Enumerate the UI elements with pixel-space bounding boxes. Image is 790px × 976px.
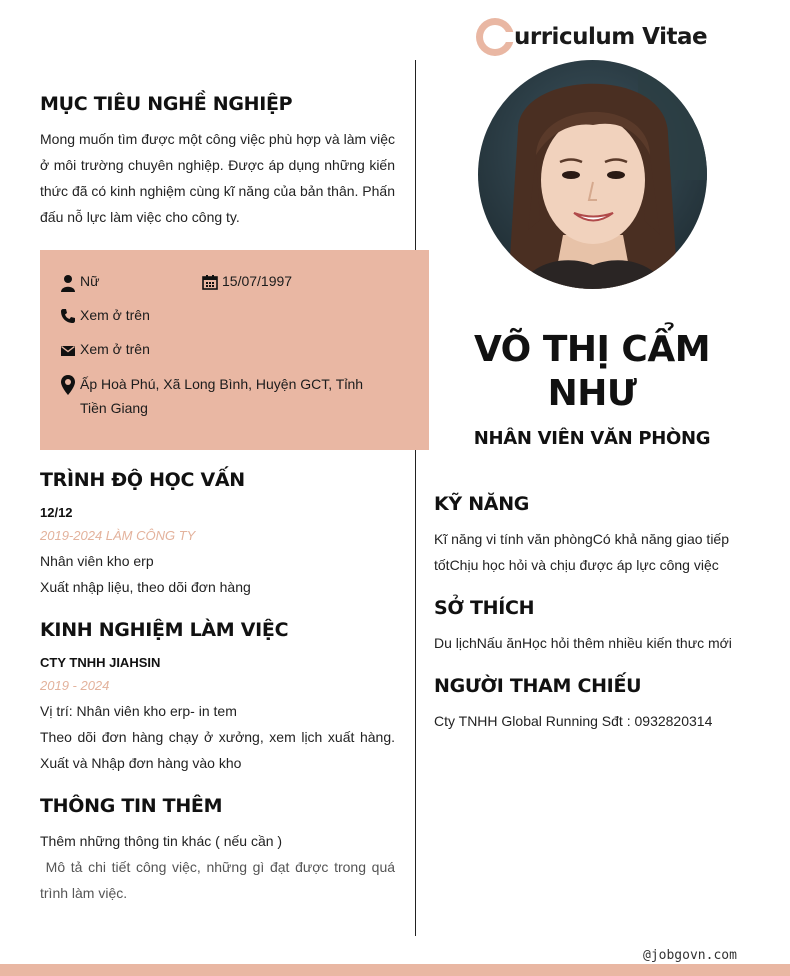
birthdate-value: 15/07/1997 [222,273,293,289]
gender-row [60,273,99,292]
watermark: @jobgovn.com [643,948,737,963]
skills-heading: KỸ NĂNG [434,493,530,515]
references-text: Cty TNHH Global Running Sđt : 0932820314 [434,713,713,729]
phone-icon [60,308,76,324]
contact-info-box [40,250,429,450]
additional-line-2: Mô tả chi tiết công việc, những gì đạt được trong quá trình làm việc. [40,859,399,901]
experience-position: Vị trí: Nhân viên kho erp- in tem [40,703,237,719]
additional-heading: THÔNG TIN THÊM [40,795,223,817]
logo-text: urriculum Vitae [514,24,708,50]
phone-row [60,307,150,324]
objective-text: Mong muốn tìm được một công việc phù hợp và làm việc ở môi trường chuyên nghiệp. Được áp dụng những kiến thức đã có kinh nghiệm cùng kĩ năng của bản thân. Phấn đấu nỗ lực làm việc cho công ty. [40,131,395,225]
experience-company: CTY TNHH JIAHSIN [40,655,161,670]
gender-value: Nữ [80,273,100,289]
phone-value: Xem ở trên [80,307,150,323]
education-period: 2019-2024 LÀM CÔNG TY [40,528,196,543]
hobbies-text: Du lịchNấu ănHọc hỏi thêm nhiều kiến thưc mới [434,635,732,651]
calendar-icon [202,274,218,290]
education-level: 12/12 [40,505,73,520]
location-pin-icon [60,374,76,396]
references-heading: NGƯỜI THAM CHIẾU [434,675,642,697]
additional-line-1: Thêm những thông tin khác ( nếu cần ) [40,833,283,849]
profile-photo [478,60,707,289]
birthdate-row [202,273,292,290]
address-value: Ấp Hoà Phú, Xã Long Bình, Huyện GCT, Tỉnh Tiền Giang [80,376,364,416]
email-value: Xem ở trên [80,341,150,357]
hobbies-heading: SỞ THÍCH [434,597,535,619]
skills-text: Kĩ năng vi tính văn phòngCó khả năng giao tiếp tốtChịu học hỏi và chịu được áp lực công việc [434,531,729,573]
experience-period: 2019 - 2024 [40,678,110,693]
person-icon [60,274,76,292]
experience-heading: KINH NGHIỆM LÀM VIỆC [40,619,289,641]
candidate-name: VÕ THỊ CẨM NHƯ [473,329,711,414]
logo-c-mark [476,18,514,56]
candidate-title: NHÂN VIÊN VĂN PHÒNG [473,428,711,449]
education-heading: TRÌNH ĐỘ HỌC VẤN [40,469,245,491]
portrait-image [478,60,707,289]
mail-icon [60,342,76,358]
email-row [60,341,150,358]
experience-description: Theo dõi đơn hàng chạy ở xưởng, xem lịch xuất hàng. Xuất và Nhập đơn hàng vào kho [40,729,395,771]
bottom-accent-bar [0,964,790,976]
cv-logo [476,18,707,56]
objective-heading: MỤC TIÊU NGHỀ NGHIỆP [40,93,293,115]
education-line-2: Xuất nhập liệu, theo dõi đơn hàng [40,579,251,595]
education-line-1: Nhân viên kho erp [40,553,154,569]
column-divider [415,60,416,936]
address-row [60,372,390,420]
